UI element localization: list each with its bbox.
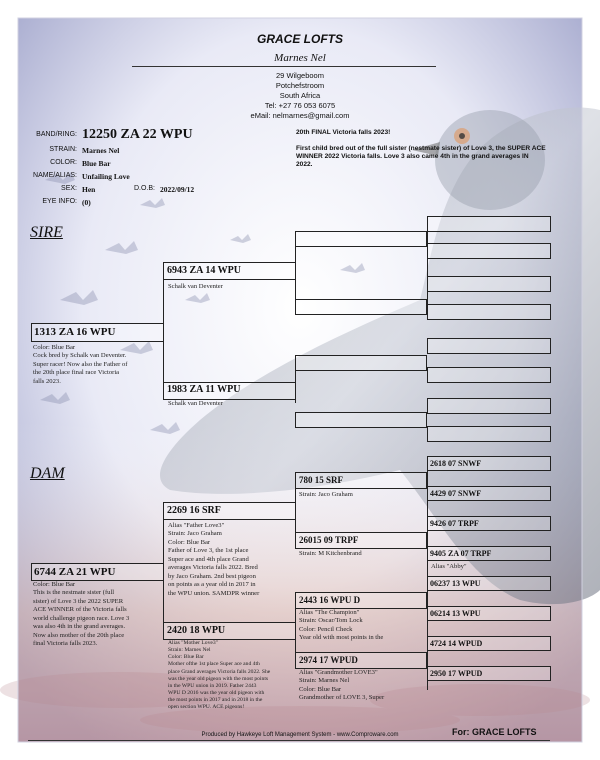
dsd-ring-number[interactable]: 26015 09 TRPF	[299, 535, 359, 545]
color-value: Blue Bar	[82, 159, 111, 168]
dds-ring-number[interactable]: 2443 16 WPU D	[299, 595, 361, 605]
empty-pedigree-box	[427, 276, 551, 292]
empty-pedigree-box	[427, 216, 551, 232]
g5-ring-6[interactable]: 06214 13 WPU	[430, 609, 481, 618]
strain-value: Marnes Nel	[82, 146, 120, 155]
ddd-description: Alias "Grandmother LOVE3" Strain: Marnes Nel Color: Blue Bar Grandmother of LOVE 3, Super	[299, 669, 385, 702]
eye-info-value: (0)	[82, 198, 91, 207]
empty-pedigree-box	[427, 304, 551, 320]
empty-pedigree-box	[427, 398, 551, 414]
email-address: eMail: nelmarnes@gmail.com	[250, 111, 350, 120]
empty-pedigree-box	[427, 243, 551, 259]
empty-pedigree-box	[295, 231, 427, 247]
g5-ring-3[interactable]: 9426 07 TRPF	[430, 519, 479, 528]
sire-dam-ring-number[interactable]: 1983 ZA 11 WPU	[167, 384, 241, 395]
breeding-note: First child bred out of the full sister (nestmate sister) of Love 3, the SUPER ACE WINNER 2022 Victoria falls. Love 3 also came 4th in the grand averages IN 2022.	[296, 145, 546, 169]
empty-pedigree-box	[295, 299, 427, 315]
g5-ring-4[interactable]: 9405 ZA 07 TRPF	[430, 549, 492, 558]
g5-ring-5[interactable]: 06237 13 WPU	[430, 579, 481, 588]
address-line-3: South Africa	[279, 91, 321, 100]
eye-info-label: EYE INFO:	[42, 198, 77, 205]
sex-label: SEX:	[61, 185, 77, 192]
owner-name: Marnes Nel	[274, 52, 326, 64]
empty-pedigree-box	[295, 355, 427, 371]
sire-description: Color: Blue Bar Cock bred by Schalk van Deventer. Super racer! Now also the Father of the 20th place final race Victoria falls 2023.	[33, 344, 128, 385]
ddd-ring-number[interactable]: 2974 17 WPUD	[299, 655, 358, 665]
g5-alias: Alias "Abby"	[431, 563, 467, 570]
sire-dam-description: Schalk van Deventer	[168, 400, 223, 407]
dob-value: 2022/09/12	[160, 185, 195, 194]
name-value: Unfailing Love	[82, 172, 130, 181]
dsd-description: Strain: M Kitchenbrand	[299, 550, 362, 557]
sire-sire-description: Schalk van Deventer	[168, 283, 223, 290]
dam-ring-number[interactable]: 6744 ZA 21 WPU	[34, 566, 116, 578]
g5-ring-7[interactable]: 4724 14 WPUD	[430, 639, 483, 648]
band-label: BAND/RING:	[36, 131, 77, 138]
address-line-1: 29 Wilgeboom	[276, 71, 324, 80]
empty-pedigree-box	[427, 338, 551, 354]
empty-pedigree-box	[295, 412, 427, 428]
dam-sire-description: Alias "Father Love3" Strain: Jaco Graham Color: Blue Bar Father of Love 3, the 1st place Super ace and 4th place Grand averages Victoria falls 2022. Bred by Jaco Graham. 2nd best pigeon on points as a year old in 2017 in the WPU union. SAMDPR winner	[168, 522, 260, 597]
color-label: COLOR:	[50, 159, 77, 166]
g5-ring-1[interactable]: 2618 07 SNWF	[430, 459, 482, 468]
achievement-note: 20th FINAL Victoria falls 2023!	[296, 129, 391, 136]
address-line-2: Potchefstroom	[275, 81, 325, 90]
dam-sire-ring-number[interactable]: 2269 16 SRF	[167, 505, 221, 516]
sex-value: Hen	[82, 185, 96, 194]
produced-by-footer: Produced by Hawkeye Loft Management System - www.Comproware.com	[201, 732, 399, 738]
strain-label: STRAIN:	[49, 146, 77, 153]
sire-section-title: SIRE	[30, 224, 63, 241]
dob-label: D.O.B:	[134, 185, 156, 192]
footer-divider	[28, 740, 550, 741]
g5-ring-8[interactable]: 2950 17 WPUD	[430, 669, 483, 678]
for-loft-label: For: GRACE LOFTS	[452, 727, 537, 737]
empty-pedigree-box	[427, 367, 551, 383]
g5-ring-2[interactable]: 4429 07 SNWF	[430, 489, 482, 498]
loft-title: GRACE LOFTS	[257, 32, 343, 46]
dss-description: Strain: Jaco Graham	[299, 491, 353, 498]
dam-section-title: DAM	[30, 465, 65, 482]
band-value: 12250 ZA 22 WPU	[82, 127, 193, 142]
dam-description: Color: Blue Bar This is the nestmate sister (full sister) of Love 3 the 2022 SUPER ACE WINNER of the Victoria falls world challenge pigeon race. Love 3 was also 4th in the grand averages. Now also mother of the 20th place final Victoria falls 2023.	[33, 581, 130, 648]
dds-description: Alias "The Champion" Strain: Oscar/Tom Lock Color: Pencil Check Year old with most points in the	[299, 609, 384, 642]
name-label: NAME/ALIAS:	[33, 172, 77, 179]
empty-pedigree-box	[427, 426, 551, 442]
sire-ring-number[interactable]: 1313 ZA 16 WPU	[34, 326, 116, 338]
header-divider	[132, 66, 436, 67]
sire-sire-ring-number[interactable]: 6943 ZA 14 WPU	[167, 265, 241, 276]
dss-ring-number[interactable]: 780 15 SRF	[299, 475, 344, 485]
phone-number: Tel: +27 76 053 6075	[264, 101, 336, 110]
dam-dam-description: Alias "Mother Love3" Strain: Marnes Nel Color: Blue Bar Mother ofthe 1st place Super ace and 4th place Grand averages Victoria falls 2022. She was the year old pigeon with the most points in the WPU union in 2019. Father 2443 WPU D 2016 was the year old pigeon with the most points in 2017 and in 2018 in the open section WPU. ACE pigeons!	[168, 640, 271, 711]
dam-dam-ring-number[interactable]: 2420 18 WPU	[167, 625, 226, 636]
